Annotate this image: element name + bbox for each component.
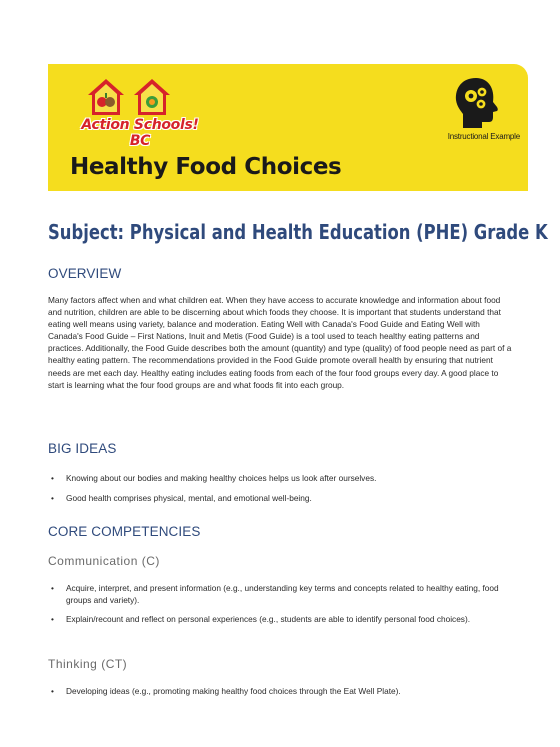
bullet-icon: • — [51, 686, 54, 696]
overview-heading: OVERVIEW — [48, 266, 122, 281]
big-ideas-heading: BIG IDEAS — [48, 441, 117, 456]
logo-text: Action Schools! BC — [81, 117, 199, 149]
thinking-list — [48, 685, 514, 697]
overview-text: Many factors affect when and what children eat. When they have access to accurate knowledge and information about food and nutrition, children are able to be discerning about which foods they choose. It is important that students understand that eating well means using variety, balance and moderation. Eating Well with Canada's Food Guide and Eating Well with Canada's Food Guide – First Nations, Inuit and Metis (Food Guide) is a tool used to teach healthy eating patterns and practices. Additionally, the Food Guide describes both the amount (quantity) and type (quality) of food people need as part of a healthy eating pattern. The recommendations provided in the Food Guide promote overall health by ensuring that nutrient needs are met each day. Healthy eating includes eating foods from each of the four food groups every day. A good place to start is learning what the four food groups are and what foods fit into each group. — [48, 295, 512, 390]
house-apple-icon — [86, 77, 126, 117]
list-item-text: Developing ideas (e.g., promoting making healthy food choices through the Eat Well Plate). — [66, 686, 401, 696]
subject-heading: Subject: Physical and Health Education (PHE) Grade K — [48, 220, 548, 244]
list-item — [48, 472, 514, 484]
list-item — [48, 685, 514, 697]
core-competencies-heading: CORE COMPETENCIES — [48, 524, 201, 539]
bullet-icon: • — [51, 583, 54, 593]
list-item — [48, 582, 514, 606]
thinking-heading: Thinking (CT) — [48, 657, 128, 671]
big-ideas-list — [48, 472, 514, 504]
communication-heading: Communication (C) — [48, 554, 160, 568]
page-title: Healthy Food Choices — [70, 154, 342, 180]
house-sun-icon — [132, 77, 172, 117]
header-banner — [48, 64, 528, 191]
list-item-text: Acquire, interpret, and present information (e.g., understanding key terms and concepts related to healthy eating, food groups and variety). — [66, 583, 499, 605]
list-item-text: Knowing about our bodies and making healthy choices helps us look after ourselves. — [66, 473, 377, 483]
list-item-text: Explain/recount and reflect on personal experiences (e.g., students are able to identify personal food choices). — [66, 614, 471, 624]
instructional-example-label: Instructional Example — [447, 132, 520, 141]
bullet-icon: • — [51, 473, 54, 483]
list-item-text: Good health comprises physical, mental, and emotional well-being. — [66, 493, 312, 503]
list-item — [48, 613, 514, 625]
communication-list — [48, 582, 514, 625]
bullet-icon: • — [51, 493, 54, 503]
head-gears-icon — [452, 76, 500, 130]
bullet-icon: • — [51, 614, 54, 624]
list-item — [48, 492, 514, 504]
action-schools-logo — [78, 77, 199, 149]
